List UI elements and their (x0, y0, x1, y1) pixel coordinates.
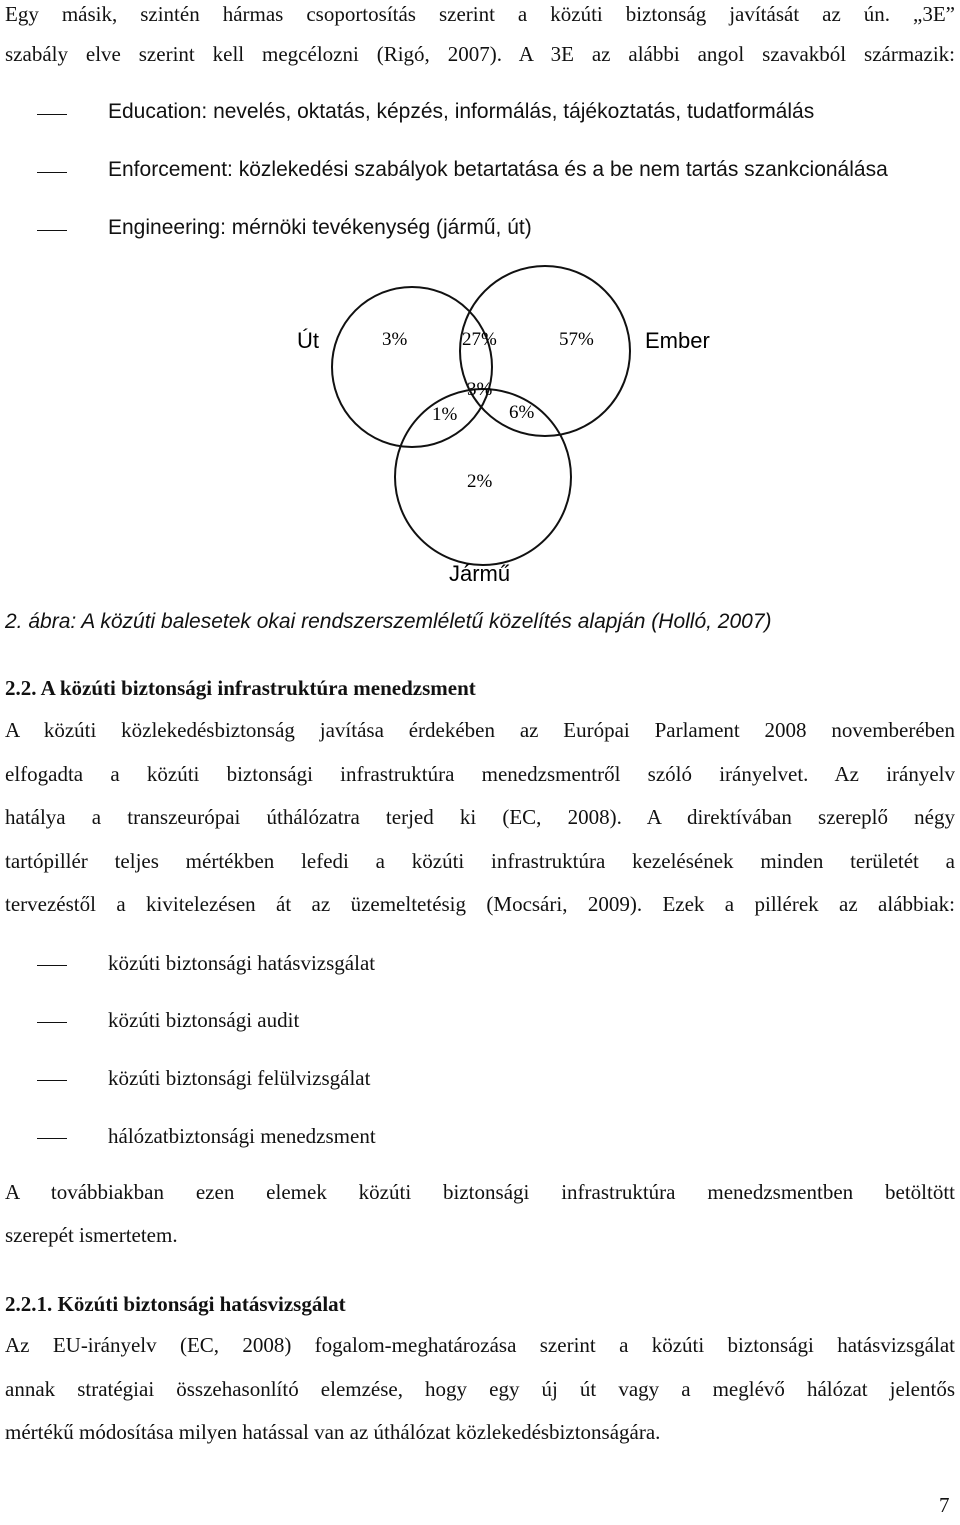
section-2-2-line-1: A közúti közlekedésbiztonság javítása érdekében az Európai Parlament 2008 novemberében (5, 718, 955, 742)
intro-line-2: szabály elve szerint kell megcélozni (Rigó, 2007). A 3E az alábbi angol szavakból származik: (5, 42, 955, 66)
venn-value-all-three: 3% (467, 379, 493, 400)
venn-circle-ut (332, 287, 492, 447)
pillar-item: hálózatbiztonsági menedzsment (108, 1124, 376, 1148)
closing-line-1: A továbbiakban ezen elemek közúti biztonsági infrastruktúra menedzsmentben betöltött (5, 1180, 955, 1204)
venn-value-ut-ember: 27% (462, 329, 497, 350)
section-2-2-line-4: tartópillér teljes mértékben lefedi a közúti infrastruktúra kezelésének minden területét a (5, 849, 955, 873)
pillar-item: közúti biztonsági felülvizsgálat (108, 1066, 371, 1090)
venn-label-jarmu: Jármű (449, 561, 511, 586)
closing-line-2: szerepét ismertetem. (5, 1223, 178, 1247)
list-dash (37, 1080, 67, 1081)
page-number: 7 (939, 1493, 950, 1517)
intro-line-1: Egy másik, szintén hármas csoportosítás szerint a közúti biztonság javítását az ún. „3E” (5, 2, 955, 26)
venn-value-ember-jarmu: 6% (509, 402, 535, 423)
section-2-2-line-3: hatálya a transzeurópai úthálózatra terjed ki (EC, 2008). A direktívában szereplő négy (5, 805, 955, 829)
section-2-2-1-line-2: annak stratégiai összehasonlító elemzése, hogy egy új út vagy a meglévő hálózat jelentős (5, 1377, 955, 1401)
pillar-item: közúti biztonsági audit (108, 1008, 300, 1032)
venn-diagram (0, 0, 960, 600)
venn-value-jarmu-only: 2% (467, 471, 493, 492)
list-dash (37, 1022, 67, 1023)
section-heading-2-2: 2.2. A közúti biztonsági infrastruktúra menedzsment (5, 676, 476, 700)
venn-label-ember: Ember (645, 328, 710, 353)
section-2-2-1-line-3: mértékű módosítása milyen hatással van az úthálózat közlekedésbiztonságára. (5, 1420, 661, 1444)
section-2-2-line-5: tervezéstől a kivitelezésen át az üzemeltetésig (Mocsári, 2009). Ezek a pillérek az alábbiak: (5, 892, 955, 916)
list-item-education: Education: nevelés, oktatás, képzés, informálás, tájékoztatás, tudatformálás (108, 100, 815, 123)
venn-circle-ember (460, 266, 630, 436)
venn-value-ut-jarmu: 1% (432, 404, 458, 425)
venn-value-ember-only: 57% (559, 329, 594, 350)
list-item-engineering: Engineering: mérnöki tevékenység (jármű, út) (108, 216, 532, 239)
section-heading-2-2-1: 2.2.1. Közúti biztonsági hatásvizsgálat (5, 1292, 346, 1316)
list-item-enforcement: Enforcement: közlekedési szabályok betartatása és a be nem tartás szankcionálása (108, 158, 888, 181)
venn-value-ut-only: 3% (382, 329, 408, 350)
list-dash (37, 1138, 67, 1139)
list-dash (37, 965, 67, 966)
section-2-2-1-line-1: Az EU-irányelv (EC, 2008) fogalom-meghatározása szerint a közúti biztonsági hatásvizsgálat (5, 1333, 955, 1357)
figure-caption: 2. ábra: A közúti balesetek okai rendszerszemléletű közelítés alapján (Holló, 2007) (5, 610, 772, 633)
venn-label-ut: Út (297, 328, 319, 353)
pillar-item: közúti biztonsági hatásvizsgálat (108, 951, 376, 975)
section-2-2-line-2: elfogadta a közúti biztonsági infrastruktúra menedzsmentről szóló irányelvet. Az irányelv (5, 762, 955, 786)
